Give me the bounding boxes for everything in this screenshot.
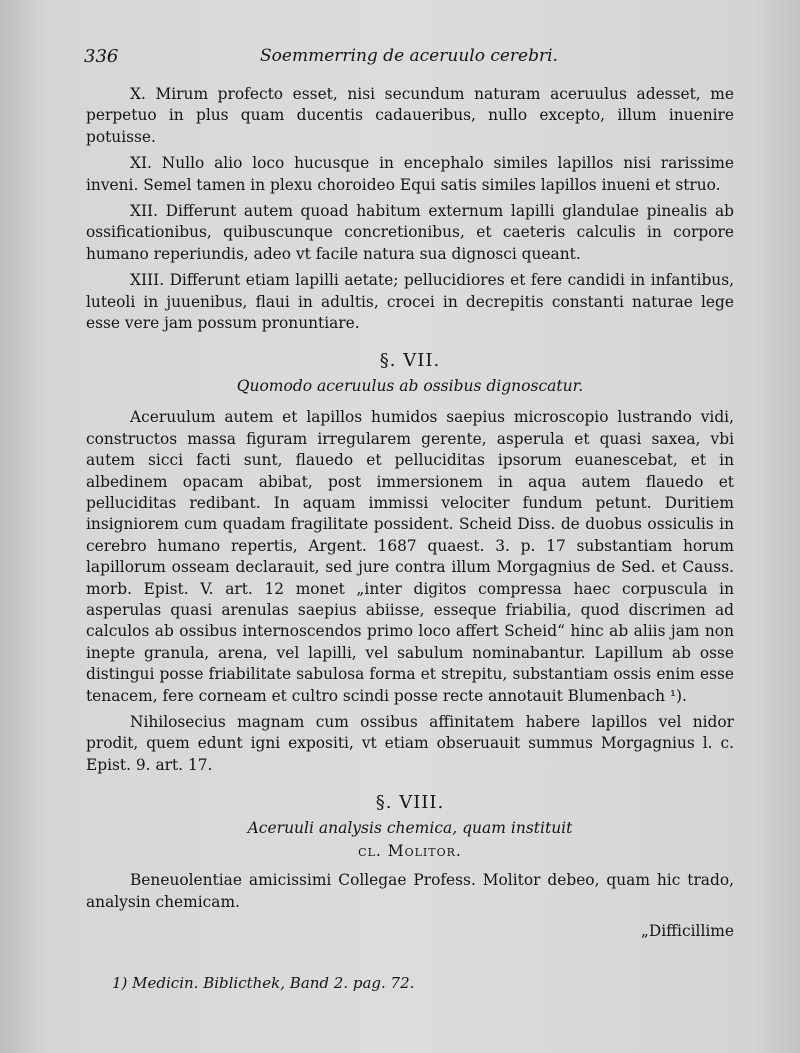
footnote: 1) Medicin. Biblicthek, Band 2. pag. 72. (112, 974, 415, 992)
paragraph-vii-2: Nihilosecius magnam cum ossibus affinitatem habere lapillos vel nidor prodit, quem edunt igni expositi, vt etiam obseruauit summus Morgagnius l. c. Epist. 9. art. 17. (86, 712, 734, 774)
section-subtitle-viii-author: cl. Molitor. (358, 842, 462, 860)
paragraph-xii: XII. Differunt autem quoad habitum externum lapilli glandulae pinealis ab ossificationibus, quibuscunque concretionibus, et caeteris calculis in corpore humano reperiundis, adeo vt facile natura sua dignosci queant. (86, 202, 734, 263)
section-heading-vii: §. VII. (379, 350, 441, 372)
section-heading-viii: §. VIII. (375, 792, 445, 814)
catchword: „Difficillime (640, 922, 734, 941)
paragraph-viii-1: Beneuolentiae amicissimi Collegae Profess. Molitor debeo, quam hic trado, analysin chemicam. (86, 871, 734, 911)
page-header (84, 46, 734, 70)
section-subtitle-vii: Quomodo aceruulus ab ossibus dignoscatur. (236, 376, 584, 395)
running-head: Soemmerring de aceruulo cerebri. (260, 46, 558, 66)
paragraph-xiii: XIII. Differunt etiam lapilli aetate; pellucidiores et fere candidi in infantibus, luteoli in juuenibus, flaui in adultis, crocei in decrepitis constanti naturae lege esse vere jam possum pronuntiare. (86, 271, 734, 333)
body-text (86, 84, 734, 943)
section-subtitle-viii: Aceruuli analysis chemica, quam instituit (247, 818, 573, 837)
page-number: 336 (84, 46, 119, 67)
paragraph-x: X. Mirum profecto esset, nisi secundum naturam aceruulus adesset, me perpetuo in plus quam ducentis cadaueribus, nullo excepto, illum inuenire potuisse. (86, 85, 734, 146)
paragraph-vii-1: Aceruulum autem et lapillos humidos saepius microscopio lustrando vidi, constructos massa figuram irregularem gerente, asperula et quasi saxea, vbi autem sicci facti sunt, flauedo et pelluciditas ipsorum euanescebat, et in albedinem opacam abibat, post immersionem in aqua autem flauedo et pelluciditas redibant. In aquam immissi velociter fundum petunt. Duritiem insigniorem cum quadam fragilitate possident. Scheid Diss. de duobus ossiculis in cerebro humano repertis, Argent. 1687 quaest. 3. p. 17 substantiam horum lapillorum osseam declarauit, sed jure contra illum Morgagnius de Sed. et Causs. morb. Epist. V. art. 12 monet „inter digitos compressa haec corpuscula in asperulas quasi arenulas saepius abiisse, esseque friabilia, quod discrimen ad calculos ab ossibus internoscendos primo loco affert Scheid“ hinc ab aliis jam non inepte granula, arena, vel lapilli, vel sabulum nominabantur. Lapillum ab osse distingui posse friabilitate sabulosa forma et strepitu, substantiam ossis enim esse tenacem, fere corneam et cultro scindi posse recte annotauit Blumenbach ¹). (86, 408, 734, 705)
paragraph-xi: XI. Nullo alio loco hucusque in encephalo similes lapillos nisi rarissime inveni. Semel tamen in plexu choroideo Equi satis similes lapillos inueni et struo. (86, 154, 734, 194)
